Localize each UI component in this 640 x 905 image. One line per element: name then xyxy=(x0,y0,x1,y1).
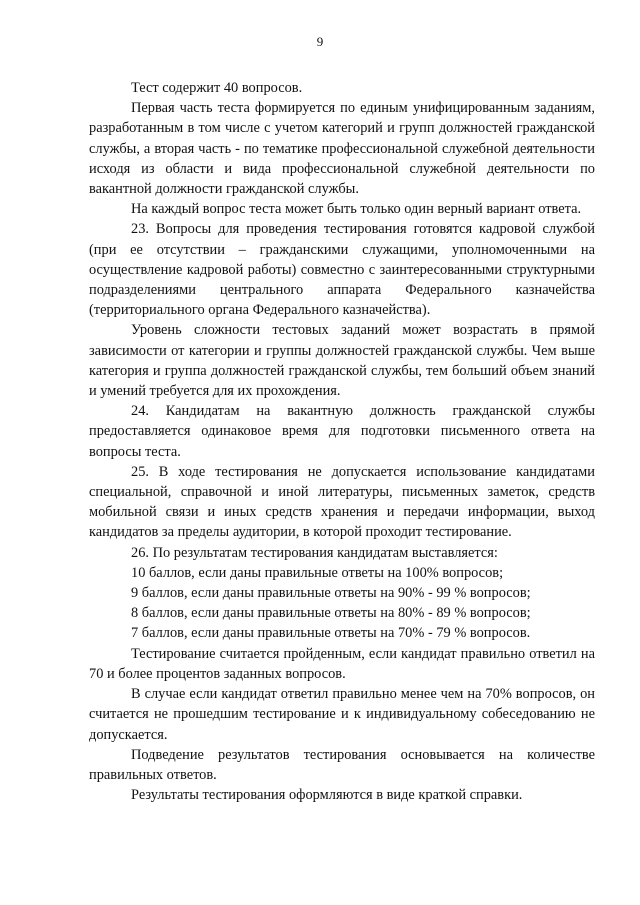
score-item-10: 10 баллов, если даны правильные ответы на 100% вопросов; xyxy=(131,564,504,581)
paragraph-test-count: Тест содержит 40 вопросов. xyxy=(131,80,303,96)
paragraph-24: 24. Кандидатам на вакантную должность гражданской службы предоставляется одинаковое время для подготовки письменного ответа на вопросы теста. xyxy=(89,403,595,460)
paragraph-26: 26. По результатам тестирования кандидатам выставляется: xyxy=(131,544,498,561)
paragraph-failed: В случае если кандидат ответил правильно менее чем на 70% вопросов, он считается не прошедшим тестирование и к индивидуальному собеседованию не допускается. xyxy=(89,686,595,743)
page-number: 9 xyxy=(316,34,324,49)
score-item-7: 7 баллов, если даны правильные ответы на 70% - 79 % вопросов. xyxy=(131,625,531,642)
paragraph-passed: Тестирование считается пройденным, если кандидат правильно ответил на 70 и более процентов заданных вопросов. xyxy=(89,645,595,682)
score-item-9: 9 баллов, если даны правильные ответы на 90% - 99 % вопросов; xyxy=(131,585,531,602)
paragraph-single-answer: На каждый вопрос теста может быть только один верный вариант ответа. xyxy=(131,201,582,218)
score-item-8: 8 баллов, если даны правильные ответы на 80% - 89 % вопросов; xyxy=(131,605,531,622)
paragraph-23: 23. Вопросы для проведения тестирования готовятся кадровой службой (при ее отсутствии – гражданскими служащими, уполномоченными на осуществление кадровой работы) совместно с заинтересованными структурными подразделениями центрального аппарата Федерального казначейства (территориального органа Федерального казначейства). xyxy=(89,221,595,319)
paragraph-results-basis: Подведение результатов тестирования основывается на количестве правильных ответов. xyxy=(89,746,595,783)
paragraph-test-parts: Первая часть теста формируется по единым унифицированным заданиям, разработанным в том числе с учетом категорий и групп должностей гражданской службы, а вторая часть - по тематике профессиональной служебной деятельности исходя из области и вида профессиональной служебной деятельности по вакантной должности гражданской службы. xyxy=(89,100,595,198)
paragraph-difficulty: Уровень сложности тестовых заданий может возрастать в прямой зависимости от категории и группы должностей гражданской службы. Чем выше категория и группа должностей гражданской службы, тем больший объем знаний и умений требуется для их прохождения. xyxy=(89,322,595,400)
paragraph-results-certificate: Результаты тестирования оформляются в виде краткой справки. xyxy=(131,787,523,804)
paragraph-25: 25. В ходе тестирования не допускается использование кандидатами специальной, справочной и иной литературы, письменных заметок, средств мобильной связи и иных средств хранения и передачи информации, выход кандидатов за пределы аудитории, в которой проходит тестирование. xyxy=(89,463,595,541)
